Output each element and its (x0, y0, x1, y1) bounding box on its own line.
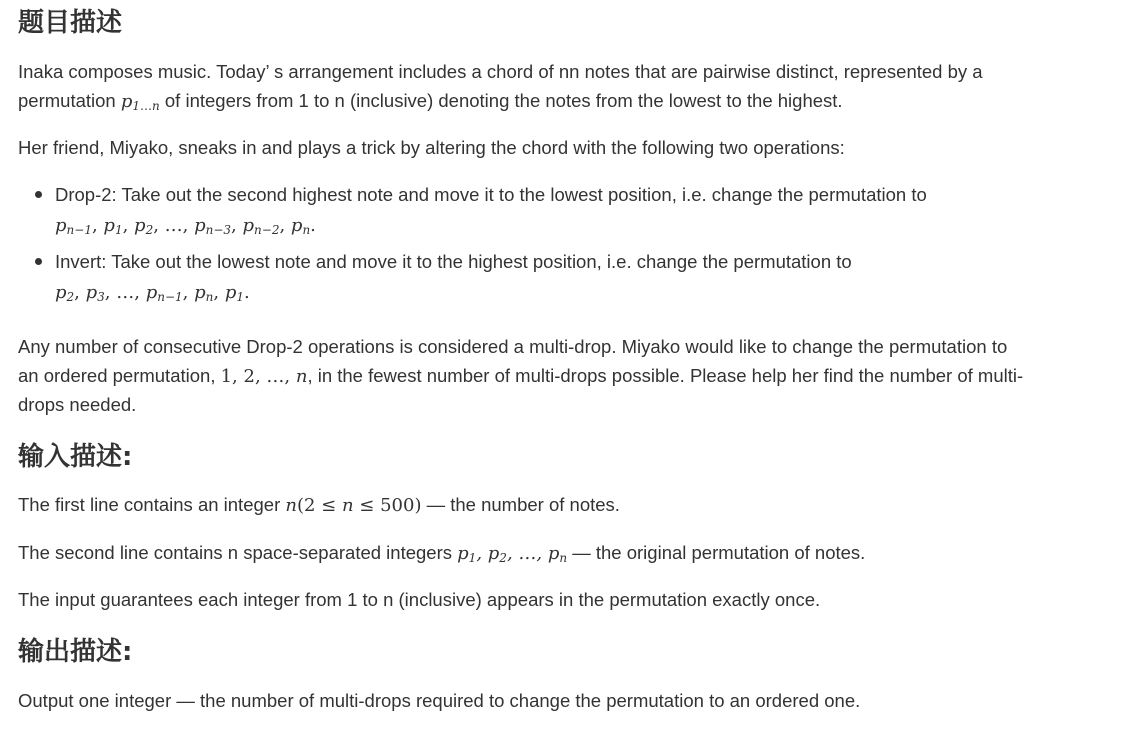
description-para1-line1: Inaka composes music. Today’ s arrangement includes a chord of nn notes that are pairwise distinct, represented by a (18, 61, 983, 82)
op-drop2-formula: $p_{n-1}$, $p_1$, $p_2$, …, $p_{n-3}$, $p_{n-2}$, $p_n$. (55, 215, 316, 237)
op-drop2-text: Drop-2: Take out the second highest note and move it to the lowest position, i.e. change the permutation to (55, 184, 927, 205)
op-invert-text: Invert: Take out the lowest note and move it to the highest position, i.e. change the permutation to (55, 251, 852, 272)
p-sequence-math: $p_1$, $p_2$, …, $p_n$ (457, 543, 568, 565)
description-para3-line2: an ordered permutation, 1, 2, …, n, in the fewest number of multi-drops possible. Please help her find the number of multi- (18, 365, 1024, 387)
para1-prefix: permutation (18, 90, 121, 111)
description-para1-line2 (18, 86, 843, 116)
description-para3-line1: Any number of consecutive Drop-2 operations is considered a multi-drop. Miyako would like to change the permutation to (18, 336, 1008, 357)
description-para2: Her friend, Miyako, sneaks in and plays a trick by altering the chord with the following two operations: (18, 137, 845, 158)
bullet-dot-drop2 (35, 191, 42, 198)
description-heading: 题目描述 (18, 8, 123, 38)
input-line3: The input guarantees each integer from 1 to n (inclusive) appears in the permutation exactly once. (18, 589, 821, 610)
permutation-symbol: $p_{1\dots n}$ (120, 91, 160, 113)
op-invert-formula: $p_2$, $p_3$, …, $p_{n-1}$, $p_n$, $p_1$. (55, 282, 250, 304)
input-line2: The second line contains n space-separated integers $p_1$, $p_2$, …, $p_n$ — the original permutation of notes. (18, 542, 866, 565)
n-constraint-math: n(2 ≤ n ≤ 500) (285, 495, 422, 516)
description-para3-line3: drops needed. (18, 394, 137, 415)
input-line1: The first line contains an integer n(2 ≤ n ≤ 500) — the number of notes. (18, 494, 620, 516)
input-heading: 输入描述: (18, 442, 133, 472)
output-heading: 输出描述: (18, 637, 133, 667)
para1-suffix: of integers from 1 to n (inclusive) denoting the notes from the lowest to the highest. (159, 90, 843, 111)
bullet-dot-invert (35, 258, 42, 265)
ordered-permutation-math: 1, 2, …, n (220, 366, 308, 387)
output-line1: Output one integer — the number of multi-drops required to change the permutation to an ordered one. (18, 690, 861, 711)
